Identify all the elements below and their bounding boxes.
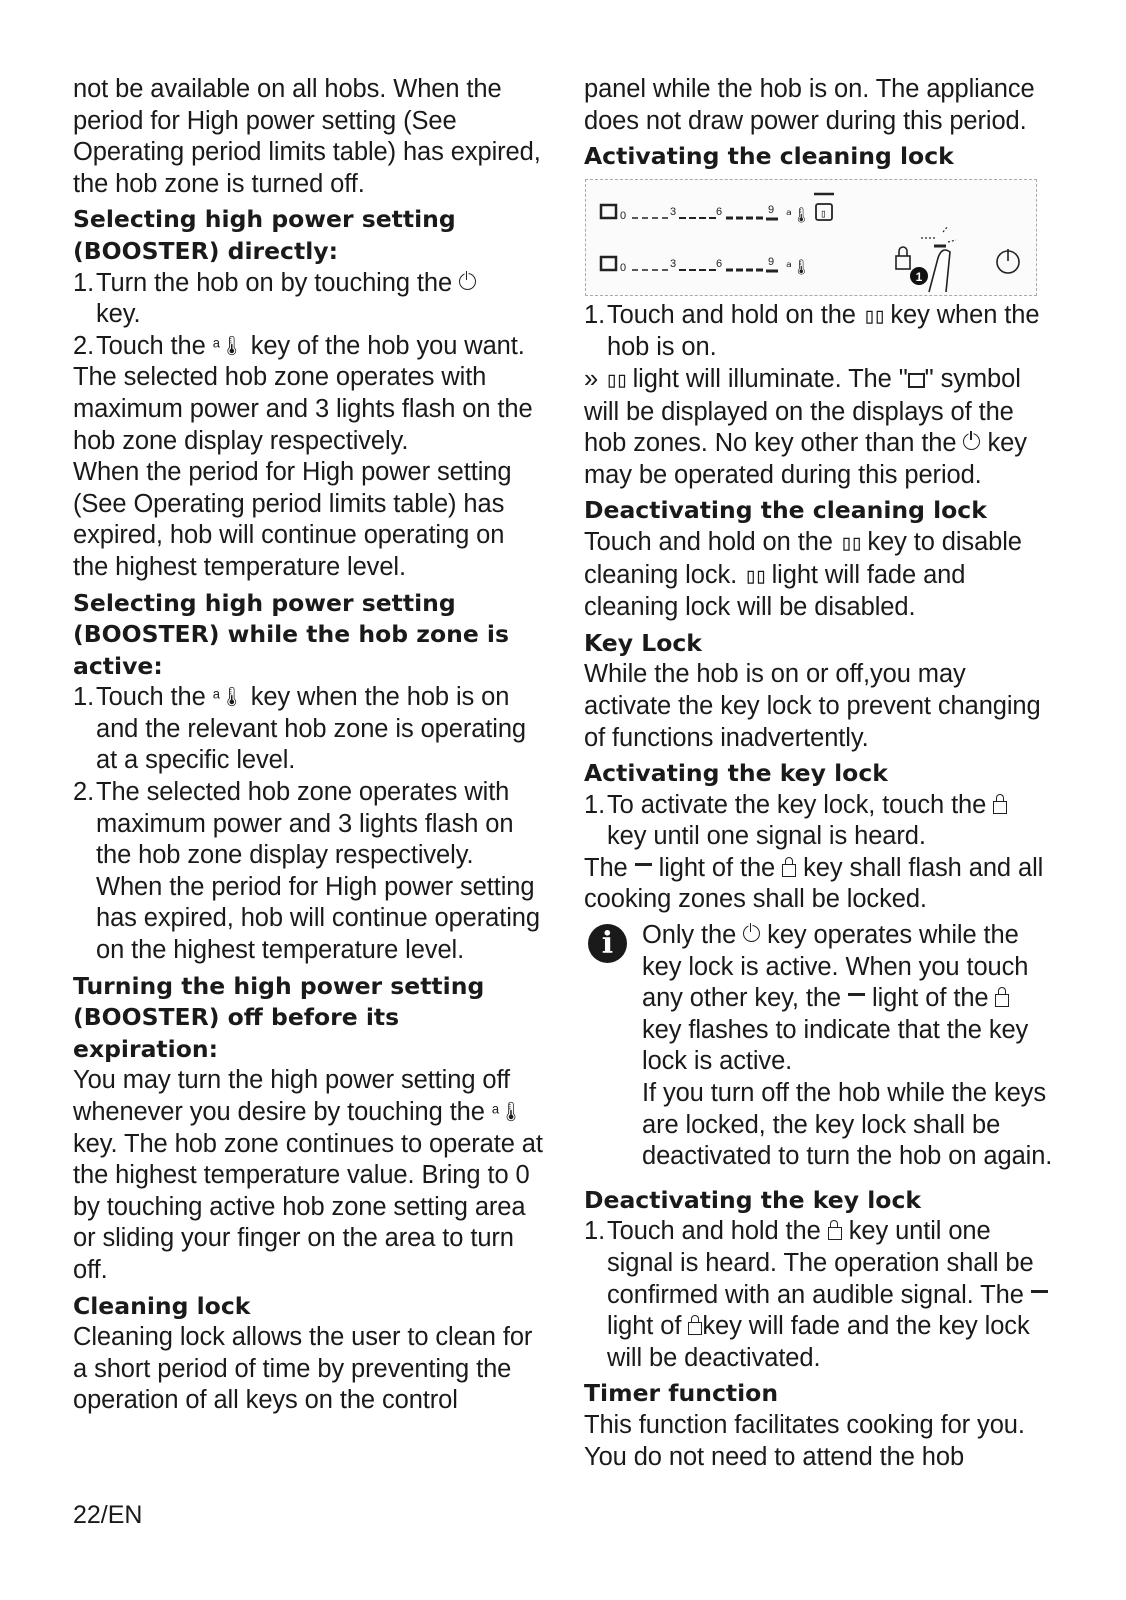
step-text: key until one signal is heard. The operation shall be confirmed with an audible signal. The [607, 1217, 1034, 1309]
finger-icon [929, 250, 950, 292]
page-number: 22/EN [73, 1501, 143, 1529]
text-span: key to disable cleaning lock. [584, 527, 1022, 589]
heading-activate-cleaning-lock: Activating the cleaning lock [584, 142, 954, 171]
paragraph [584, 659, 1054, 754]
step-text: When the period for High power setting has expired, hob will continue operating on the highest temperature level. [96, 872, 540, 965]
indicator-light-icon [848, 993, 865, 996]
step-text: key when the hob is on. [607, 300, 1040, 362]
text-span: Only the [642, 921, 737, 950]
scale-label: 3 [670, 205, 677, 218]
right-column [584, 74, 1054, 1473]
step-text: is heard. [828, 822, 926, 851]
booster-icon: ᵃ🌡 [212, 687, 244, 709]
step-text: Touch the [96, 683, 206, 712]
text-span: light of the [872, 984, 989, 1013]
cleaning-lock-icon: ▯▯ [605, 367, 626, 393]
text-span: While the hob is on or off, [584, 660, 870, 689]
list-item [73, 268, 543, 331]
step-text: To activate the key lock, touch the [607, 790, 987, 819]
text-span: key shall flash and all cooking zones shall be locked. [584, 853, 1044, 914]
text-span: you may activate the key lock to prevent changing of functions inadvertently. [584, 660, 1041, 752]
lock-icon [688, 1322, 702, 1335]
paragraph [584, 364, 1054, 491]
list-item [584, 1216, 1054, 1374]
lock-icon [782, 864, 796, 877]
scale-label: 9 [768, 203, 775, 216]
cleaning-lock-icon: ▯▯ [862, 303, 884, 329]
step-number: 1. [73, 268, 95, 297]
paragraph: This function facilitates cooking for you. You do not need to attend the hob [584, 1410, 1025, 1471]
control-panel-diagram [586, 180, 1036, 295]
text-span: » [584, 364, 599, 393]
heading-timer-function: Timer function [584, 1379, 779, 1408]
heading-activate-key-lock: Activating the key lock [584, 759, 888, 788]
heading-cleaning-lock: Cleaning lock [73, 1291, 251, 1320]
list-item [73, 777, 543, 967]
step-text: Turn the hob on by touching the [96, 268, 453, 297]
paragraph [584, 527, 1054, 624]
heading-deactivate-cleaning-lock: Deactivating the cleaning lock [584, 496, 987, 525]
step-number: 1. [584, 300, 606, 329]
booster-icon: ᵃ🌡 [786, 205, 811, 224]
text-span: You may turn the high power setting off whenever you desire by touching the [73, 1066, 510, 1126]
power-icon [963, 433, 980, 450]
paragraph: If you turn off the hob while the keys are locked, the key lock shall be deactivated to turn the hob on again. [642, 1079, 1053, 1171]
paragraph [584, 853, 1054, 916]
svg-text:▯: ▯ [820, 206, 827, 220]
step-text: key until [607, 822, 700, 851]
step-text: The selected hob zone operates with maximum power and 3 lights flash on the hob zone display respectively. [96, 778, 514, 870]
control-panel-figure [585, 179, 1037, 296]
scale-label: 0 [620, 261, 627, 274]
list-item [584, 790, 1054, 853]
lock-icon [828, 1227, 842, 1240]
text-span: key flashes to indicate that the key lock is active. [642, 1015, 1029, 1076]
scale-label: 0 [620, 209, 627, 222]
text-span: The [584, 853, 628, 882]
booster-icon: ᵃ🌡 [491, 1102, 523, 1123]
zone-square-icon [601, 257, 616, 270]
step-number: 2. [73, 778, 95, 807]
step-text: one signal [706, 822, 822, 851]
paragraph: When the period for High power setting (See Operating period limits table) has expired, hob will continue operating on the highest temperature level. [73, 458, 512, 581]
heading-booster-direct: Selecting high power setting (BOOSTER) directly: [73, 205, 456, 265]
zone-square-icon [601, 205, 616, 218]
text-span: Touch and hold on the [584, 527, 833, 556]
step-number: 1. [584, 1217, 606, 1246]
list-item [73, 682, 543, 777]
left-column [73, 74, 543, 1417]
paragraph: Cleaning lock allows the user to clean for a short period of time by preventing the operation of all keys on the control [73, 1323, 533, 1415]
info-note [584, 920, 1054, 1173]
step-text: key of the hob you want. [250, 331, 525, 360]
scale-label: 3 [670, 257, 677, 270]
text-span: key. The hob zone continues to operate at the highest temperature value. Bring to 0 by touching active hob zone setting area or sliding your finger on the area to turn off. [73, 1129, 543, 1284]
scale-label: 6 [716, 257, 723, 270]
power-icon [743, 925, 760, 942]
paragraph: panel while the hob is on. The appliance does not draw power during this period. [584, 75, 1035, 135]
step-number: 1. [73, 683, 95, 712]
step-marker-label: 1 [915, 269, 923, 284]
intro-paragraph: not be available on all hobs. When the period for High power setting (See Operating period limits table) has expired, the hob zone is turned off. [73, 75, 541, 198]
key-lock-icon [896, 256, 910, 269]
step-text: key will fade and the key lock will be deactivated. [607, 1312, 1030, 1372]
step-text: key. [96, 300, 141, 329]
booster-icon: ᵃ🌡 [786, 257, 811, 276]
paragraph [642, 920, 1054, 1078]
text-span: " symbol will be displayed on the displays of the hob zones. No key other than the [584, 364, 1021, 458]
info-icon: i [588, 924, 627, 963]
cleaning-lock-icon: ▯▯ [744, 563, 765, 589]
indicator-light-icon [635, 863, 652, 866]
heading-key-lock: Key Lock [584, 628, 702, 657]
lock-icon [995, 994, 1009, 1007]
list-item [584, 300, 1054, 364]
indicator-light-icon [1031, 1290, 1048, 1293]
paragraph [73, 1065, 543, 1286]
text-span: light of the [658, 853, 776, 882]
paragraph: The selected hob zone operates with maximum power and 3 lights flash on the hob zone display respectively. [73, 363, 533, 455]
step-text: light of [607, 1312, 682, 1341]
step-number: 2. [73, 331, 95, 360]
list-item [73, 331, 543, 363]
step-text: Touch and hold on the [607, 300, 856, 329]
cleaning-lock-icon: ▯▯ [839, 530, 861, 556]
power-icon [459, 273, 476, 290]
text-span: key may be operated during this period. [584, 429, 1027, 489]
step-text: Touch the [96, 331, 206, 360]
step-text: Touch and hold the [607, 1217, 821, 1246]
cleaning-symbol-icon [908, 373, 925, 388]
heading-booster-off: Turning the high power setting (BOOSTER) off before its expiration: [73, 971, 485, 1063]
scale-label: 6 [716, 205, 723, 218]
step-number: 1. [584, 790, 606, 819]
scale-label: 9 [768, 255, 775, 268]
booster-icon: ᵃ🌡 [212, 335, 244, 357]
text-span: light will fade and cleaning lock will be disabled. [584, 560, 966, 622]
heading-booster-active: Selecting high power setting (BOOSTER) while the hob zone is active: [73, 588, 509, 680]
step-text: key when the hob is on and the relevant hob zone is operating at a specific level. [96, 683, 527, 775]
text-span: key operates while the key lock is active. When you touch any other key, the [642, 921, 1029, 1013]
text-span: light will illuminate. The " [632, 364, 908, 393]
lock-icon [993, 801, 1007, 814]
heading-deactivate-key-lock: Deactivating the key lock [584, 1185, 921, 1214]
